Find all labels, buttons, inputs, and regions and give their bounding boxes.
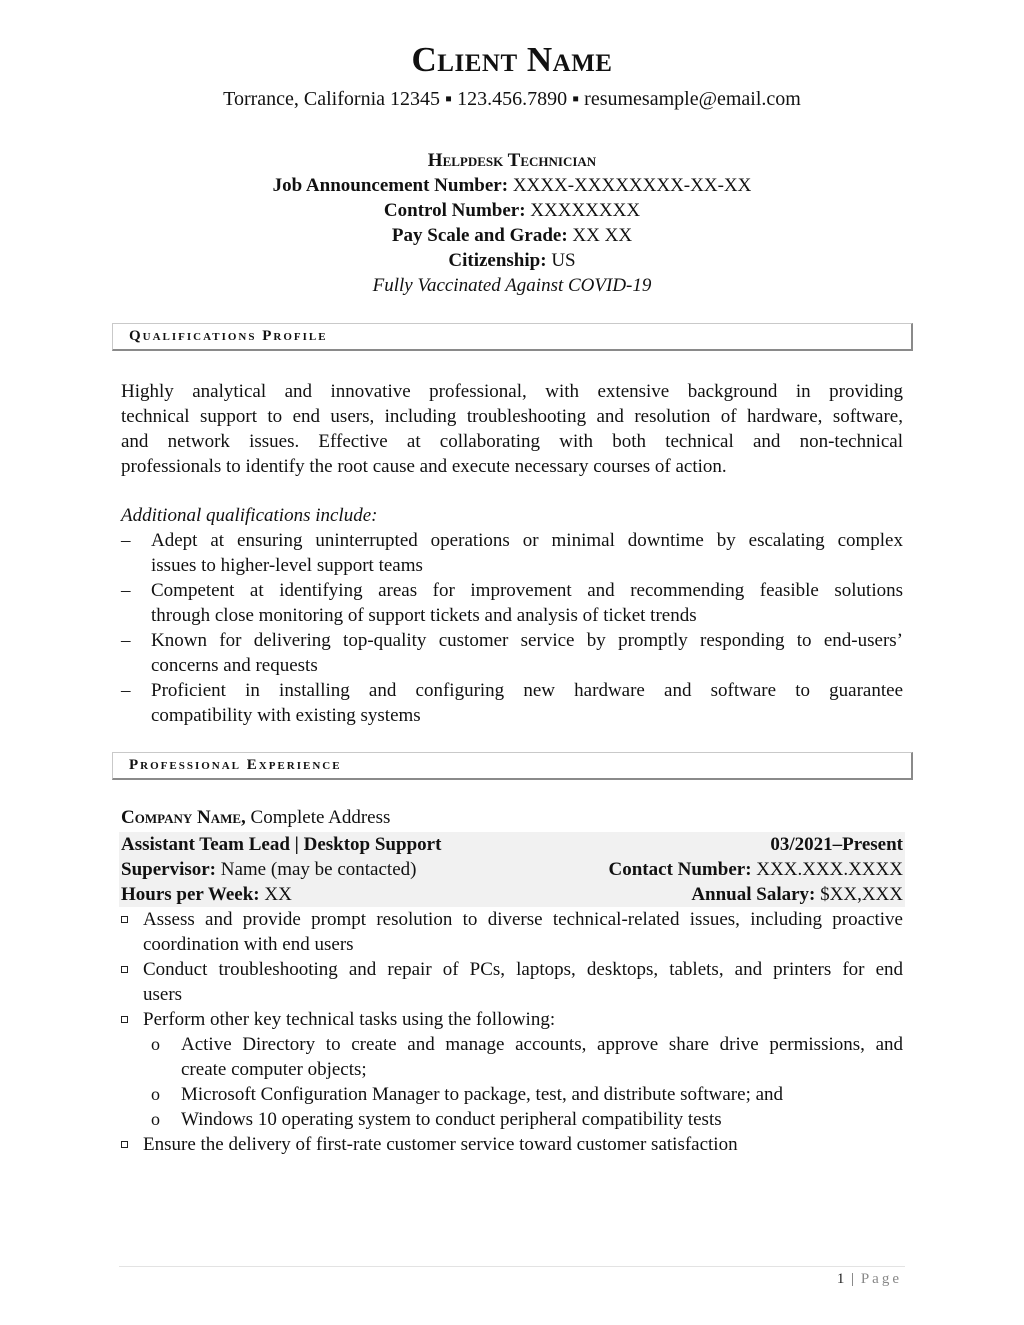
list-item-line: Known for delivering top-quality customer service by promptly responding to end-users’: [151, 630, 903, 651]
supervisor-value: Name (may be contacted): [220, 859, 417, 880]
circle-bullet: o: [151, 1084, 160, 1104]
square-bullet-icon: [121, 966, 128, 973]
list-item-line: users: [143, 984, 183, 1005]
footer-separator: |: [851, 1271, 855, 1287]
list-item-line: coordination with end users: [143, 934, 354, 955]
list-item-line: Competent at identifying areas for improvement and recommending feasible solutions: [151, 580, 903, 601]
page-word: Page: [860, 1271, 902, 1287]
control-label: Control Number:: [383, 200, 526, 221]
list-item-line: through close monitoring of support tickets and analysis of ticket trends: [151, 605, 697, 626]
summary-line: technical support to end users, including troubleshooting and resolution of hardware, software,: [121, 406, 903, 427]
contact-number-label: Contact Number:: [608, 859, 752, 880]
announcement-label: Job Announcement Number:: [272, 175, 509, 196]
sub-list-item: [121, 1082, 903, 1107]
list-item: [121, 628, 903, 678]
experience-bullets: [121, 907, 903, 1157]
list-item: [121, 678, 903, 728]
sub-list-item: [121, 1107, 903, 1132]
page-number: 1: [836, 1271, 845, 1287]
square-bullet-icon: [121, 916, 128, 923]
list-item: [121, 528, 903, 578]
control-value: XXXXXXXX: [530, 200, 641, 221]
circle-bullet: o: [151, 1034, 160, 1054]
supervisor-info: [121, 857, 416, 882]
qualifications-list: [121, 528, 903, 728]
list-item: [121, 1007, 903, 1032]
list-item-line: concerns and requests: [151, 655, 318, 676]
contact-number-value: XXX.XXX.XXXX: [756, 859, 903, 880]
dash-bullet: –: [121, 530, 131, 551]
job-info: [0, 148, 1024, 298]
list-item: [121, 578, 903, 628]
supervisor-row: [119, 857, 905, 882]
list-item-line: Assess and provide prompt resolution to diverse technical-related issues, including proactive: [143, 909, 903, 930]
role-row: [119, 832, 905, 857]
company-address: Complete Address: [250, 807, 391, 828]
dash-bullet: –: [121, 680, 131, 701]
salary-info: [691, 882, 903, 907]
dash-bullet: –: [121, 630, 131, 651]
pay-line: [0, 223, 1024, 248]
pay-label: Pay Scale and Grade:: [391, 225, 568, 246]
qualifications-summary: [121, 379, 903, 479]
list-item-line: compatibility with existing systems: [151, 705, 421, 726]
list-item: [121, 1132, 903, 1157]
hours-label: Hours per Week:: [121, 884, 260, 905]
square-bullet-icon: [121, 1141, 128, 1148]
footer-divider: [119, 1266, 905, 1267]
announcement-value: XXXX-XXXXXXXX-XX-XX: [512, 175, 752, 196]
experience-heading: Professional Experience: [129, 757, 342, 773]
list-item: [121, 957, 903, 1007]
contact-number-info: [609, 857, 903, 882]
citizenship-line: [0, 248, 1024, 273]
vaccination-status: Fully Vaccinated Against COVID-19: [372, 275, 652, 296]
page-footer: [837, 1271, 902, 1288]
hours-value: XX: [264, 884, 292, 905]
hours-info: [121, 882, 292, 907]
circle-bullet: o: [151, 1109, 160, 1129]
client-name: Client Name: [411, 40, 613, 79]
qualifications-heading: Qualifications Profile: [129, 328, 328, 344]
additional-qualifications-label: Additional qualifications include:: [121, 505, 378, 526]
summary-line: professionals to identify the root cause and execute necessary courses of action.: [121, 456, 727, 477]
hours-row: [119, 882, 905, 907]
list-item-line: Conduct troubleshooting and repair of PCs, laptops, desktops, tablets, and printers for end: [143, 959, 903, 980]
list-item-line: Windows 10 operating system to conduct peripheral compatibility tests: [181, 1109, 722, 1130]
company-name: Company Name,: [121, 807, 246, 828]
citizenship-value: US: [551, 250, 576, 271]
announcement-line: [0, 173, 1024, 198]
list-item-line: issues to higher-level support teams: [151, 555, 423, 576]
qualifications-heading-bar: [112, 323, 913, 351]
summary-line: Highly analytical and innovative professional, with extensive background in providing: [121, 381, 903, 402]
summary-line: and network issues. Effective at collaborating with both technical and non-technical: [121, 431, 903, 452]
list-item-line: Perform other key technical tasks using the following:: [143, 1009, 556, 1030]
supervisor-label: Supervisor:: [121, 859, 216, 880]
salary-label: Annual Salary:: [691, 884, 816, 905]
citizenship-label: Citizenship:: [448, 250, 547, 271]
list-item-line: Microsoft Configuration Manager to package, test, and distribute software; and: [181, 1084, 784, 1105]
pay-value: XX XX: [572, 225, 633, 246]
salary-value: $XX,XXX: [820, 884, 903, 905]
list-item-line: create computer objects;: [181, 1059, 367, 1080]
job-title: Helpdesk Technician: [427, 150, 597, 171]
list-item-line: Adept at ensuring uninterrupted operations or minimal downtime by escalating complex: [151, 530, 903, 551]
sub-list-item: [121, 1032, 903, 1082]
company-line: [121, 807, 390, 829]
square-bullet-icon: [121, 1016, 128, 1023]
role-dates: 03/2021–Present: [770, 834, 903, 855]
control-line: [0, 198, 1024, 223]
list-item-line: Proficient in installing and configuring new hardware and software to guarantee: [151, 680, 903, 701]
contact-line: Torrance, California 12345 ▪ 123.456.7890 ▪ resumesample@email.com: [223, 88, 801, 110]
list-item-line: Ensure the delivery of first-rate customer service toward customer satisfaction: [143, 1134, 738, 1155]
list-item: [121, 907, 903, 957]
role-title: Assistant Team Lead | Desktop Support: [121, 834, 442, 855]
experience-heading-bar: [112, 752, 913, 780]
list-item-line: Active Directory to create and manage accounts, approve share drive permissions, and: [181, 1034, 903, 1055]
dash-bullet: –: [121, 580, 131, 601]
